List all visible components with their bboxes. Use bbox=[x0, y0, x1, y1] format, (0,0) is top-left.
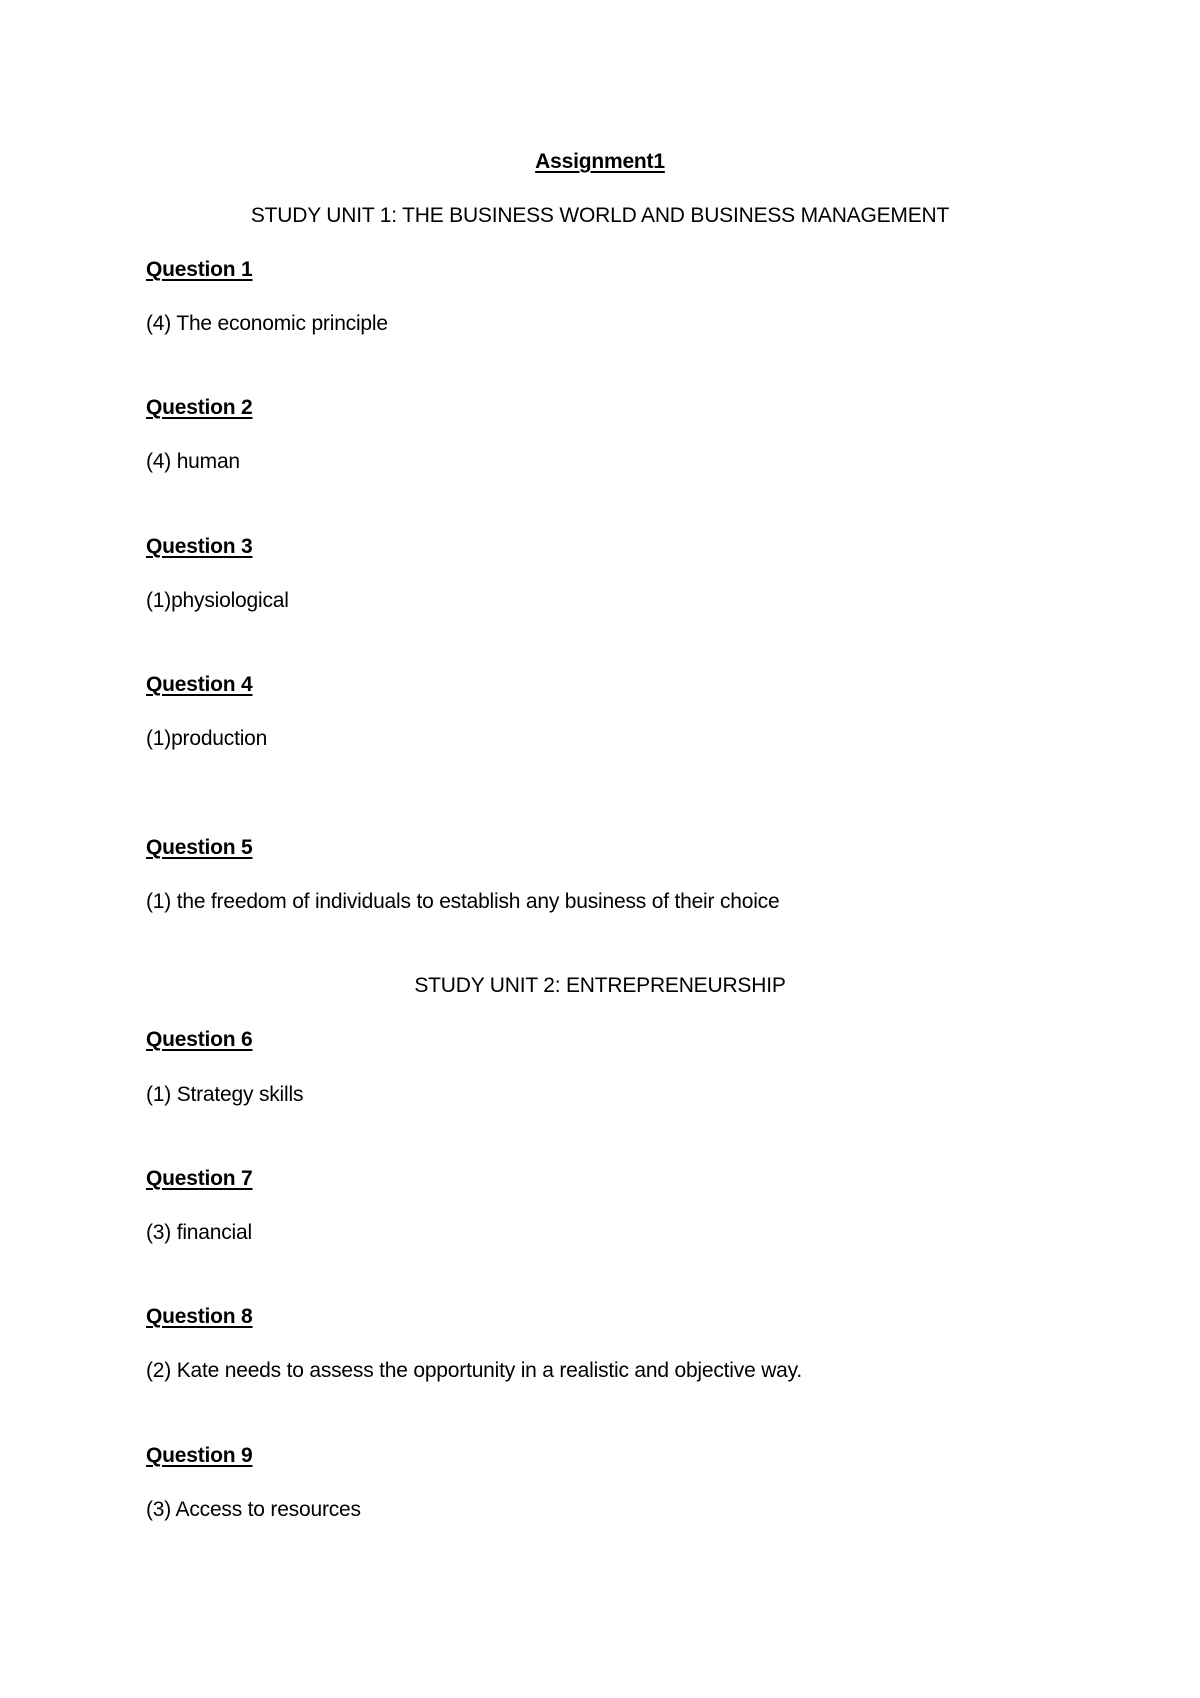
question-1-answer: (4) The economic principle bbox=[146, 312, 388, 335]
question-6-answer: (1) Strategy skills bbox=[146, 1083, 304, 1106]
question-5-answer: (1) the freedom of individuals to establish any business of their choice bbox=[146, 890, 780, 913]
question-5-label: Question 5 bbox=[146, 836, 253, 859]
question-2-answer: (4) human bbox=[146, 450, 240, 473]
question-6-label: Question 6 bbox=[146, 1028, 253, 1051]
question-3-label: Question 3 bbox=[146, 535, 253, 558]
question-8-label: Question 8 bbox=[146, 1305, 253, 1328]
question-4-label: Question 4 bbox=[146, 673, 253, 696]
question-7-answer: (3) financial bbox=[146, 1221, 252, 1244]
question-2-label: Question 2 bbox=[146, 396, 253, 419]
question-1-label: Question 1 bbox=[146, 258, 253, 281]
question-4-answer: (1)production bbox=[146, 727, 268, 750]
question-9-label: Question 9 bbox=[146, 1444, 253, 1467]
question-7-label: Question 7 bbox=[146, 1167, 253, 1190]
question-8-answer: (2) Kate needs to assess the opportunity in a realistic and objective way. bbox=[146, 1359, 803, 1382]
study-unit-2-heading: STUDY UNIT 2: ENTREPRENEURSHIP bbox=[414, 974, 786, 997]
question-3-answer: (1)physiological bbox=[146, 589, 289, 612]
page-title: Assignment1 bbox=[535, 150, 665, 173]
question-9-answer: (3) Access to resources bbox=[146, 1498, 361, 1521]
study-unit-1-heading: STUDY UNIT 1: THE BUSINESS WORLD AND BUSINESS MANAGEMENT bbox=[250, 204, 950, 227]
